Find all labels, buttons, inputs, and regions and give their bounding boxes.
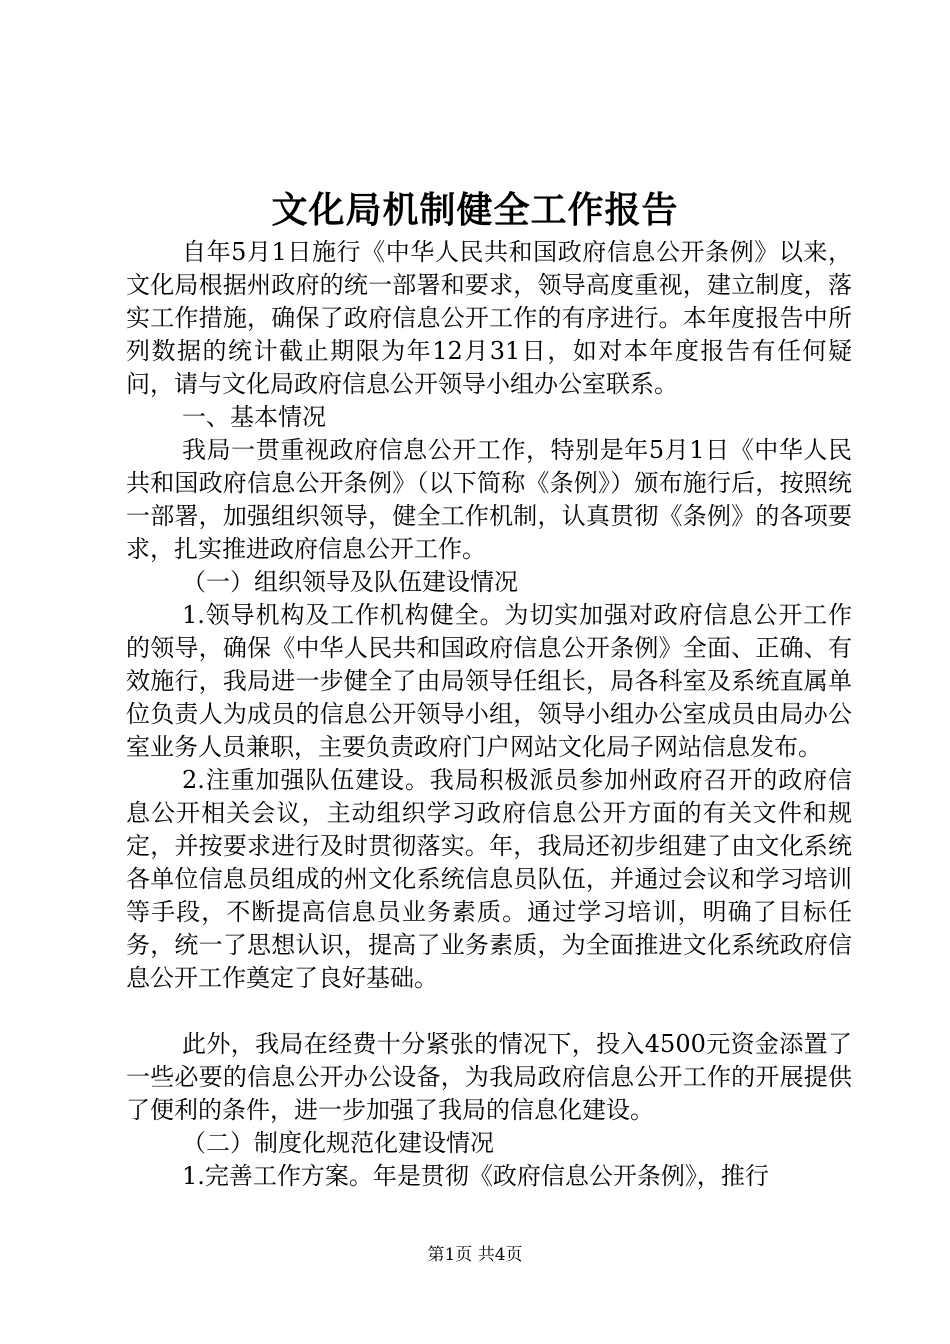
- paragraph-funding: 此外，我局在经费十分紧张的情况下，投入4500元资金添置了一些必要的信息公开办公设备，为我局政府信息公开工作的开展提供了便利的条件，进一步加强了我局的信息化建设。: [126, 1030, 852, 1124]
- page-title: 文化局机制健全工作报告: [271, 189, 679, 231]
- document-body: [126, 236, 852, 1193]
- paragraph-item-1: 1.领导机构及工作机构健全。为切实加强对政府信息公开工作的领导，确保《中华人民共和国政府信息公开条例》全面、正确、有效施行，我局进一步健全了由局领导任组长，局各科室及系统直属单位负责人为成员的信息公开领导小组，领导小组办公室成员由局办公室业务人员兼职，主要负责政府门户网站文化局子网站信息发布。: [126, 601, 852, 761]
- paragraph-item-work-plan: 1.完善工作方案。年是贯彻《政府信息公开条例》，推行: [182, 1162, 769, 1190]
- subsection-heading-institution: （二）制度化规范化建设情况: [182, 1129, 494, 1157]
- paragraph-basic: 我局一贯重视政府信息公开工作，特别是年5月1日《中华人民共和国政府信息公开条例》（以下简称《条例》）颁布施行后，按照统一部署，加强组织领导，健全工作机制，认真贯彻《条例》的各项要求，扎实推进政府信息公开工作。: [126, 436, 852, 563]
- paragraph-spacer: [126, 995, 852, 1028]
- subsection-heading-organization: （一）组织领导及队伍建设情况: [182, 568, 518, 596]
- page-footer: 第1页 共4页: [427, 1245, 523, 1265]
- paragraph-item-2: 2.注重加强队伍建设。我局积极派员参加州政府召开的政府信息公开相关会议，主动组织学习政府信息公开方面的有关文件和规定，并按要求进行及时贯彻落实。年，我局还初步组建了由文化系统各单位信息员组成的州文化系统信息员队伍，并通过会议和学习培训等手段，不断提高信息员业务素质。通过学习培训，明确了目标任务，统一了思想认识，提高了业务素质，为全面推进文化系统政府信息公开工作奠定了良好基础。: [126, 766, 852, 992]
- paragraph-intro: 自年5月1日施行《中华人民共和国政府信息公开条例》以来，文化局根据州政府的统一部署和要求，领导高度重视，建立制度，落实工作措施，确保了政府信息公开工作的有序进行。本年度报告中所列数据的统计截止期限为年12月31日，如对本年度报告有任何疑问，请与文化局政府信息公开领导小组办公室联系。: [126, 238, 852, 398]
- section-heading-basic: 一、基本情况: [182, 403, 326, 431]
